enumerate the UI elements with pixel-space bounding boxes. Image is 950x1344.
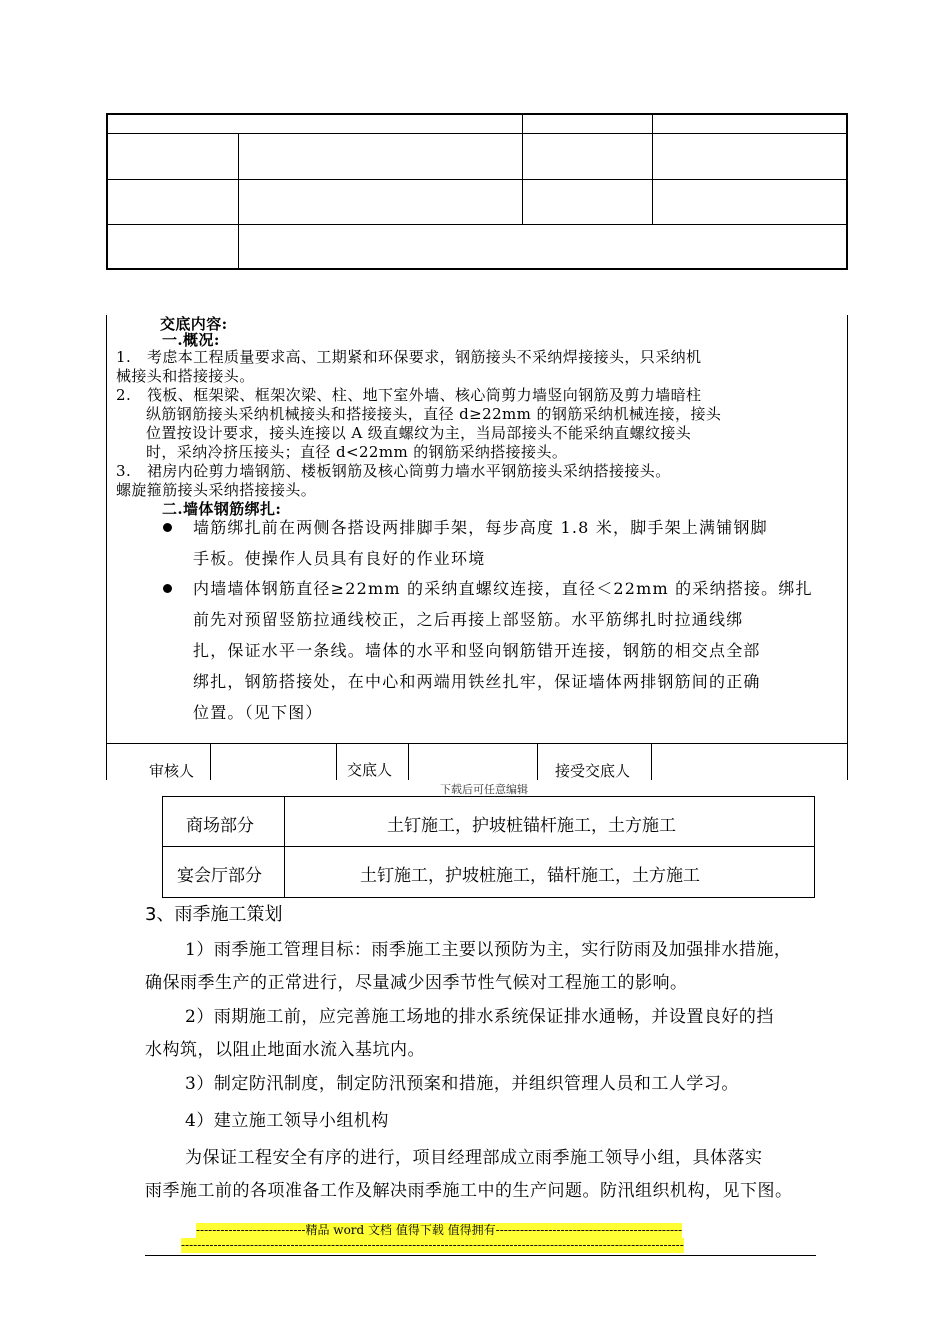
paragraph-line: 3）制定防汛制度，制定防汛预案和措施，并组织管理人员和工人学习。	[185, 1074, 739, 1094]
table-rule	[522, 113, 523, 224]
table-cell-part: 商场部分	[186, 816, 254, 836]
table-rule	[238, 133, 239, 270]
bullet-line: 位置。（见下图）	[193, 703, 323, 722]
section2-title: 二.墙体钢筋绑扎:	[162, 500, 282, 518]
signature-rule	[651, 743, 652, 780]
bullet-icon	[163, 523, 172, 532]
paragraph-line: 4）建立施工领导小组机构	[185, 1111, 389, 1131]
table-cell-work: 土钉施工，护坡桩锚杆施工，土方施工	[387, 816, 676, 836]
signature-rule	[336, 743, 337, 780]
bullet-line: 前先对预留竖筋拉通线校正，之后再接上部竖筋。水平筋绑扎时拉通线绑	[193, 610, 744, 629]
table-rule	[284, 796, 285, 898]
paragraph-line: 1）雨季施工管理目标：雨季施工主要以预防为主，实行防雨及加强排水措施，	[185, 940, 792, 960]
paragraph-line: 确保雨季生产的正常进行，尽量减少因季节性气候对工程施工的影响。	[145, 973, 688, 993]
paragraph-line: 2）雨期施工前，应完善施工场地的排水系统保证排水通畅，并设置良好的挡	[185, 1007, 774, 1027]
table-rule	[106, 133, 848, 134]
bullet-icon	[163, 584, 172, 593]
extra-line: 螺旋箍筋接头采纳搭接接头。	[116, 481, 317, 499]
footer-rule	[145, 1255, 816, 1256]
table-cell-part: 宴会厅部分	[177, 866, 262, 886]
table-rule	[162, 846, 815, 847]
paragraph-line: 为保证工程安全有序的进行，项目经理部成立雨季施工领导小组，具体落实	[185, 1148, 763, 1168]
content-label: 交底内容:	[160, 315, 228, 333]
bullet-line: 墙筋绑扎前在两侧各搭设两排脚手架，每步高度 1.8 米，脚手架上满铺钢脚	[193, 518, 768, 537]
item-number: 2.	[116, 386, 132, 404]
header-form-table	[106, 113, 848, 270]
signature-rule	[537, 743, 538, 780]
footer-banner-line: ---------------------------精品 word 文档 值得下载 值得拥有----------------------------------------------	[196, 1223, 683, 1237]
footer-banner-line: ----------------------------------------------------------------------------------------------------------------------------	[181, 1238, 684, 1252]
edit-note: 下载后可任意编辑	[440, 783, 528, 796]
item-line: 纵筋钢筋接头采纳机械接头和搭接接头，直径 d≥22mm 的钢筋采纳机械连接，接头	[146, 405, 722, 423]
section1-title: 一.概况:	[162, 331, 220, 349]
table-rule	[106, 224, 848, 225]
signature-rule	[210, 743, 211, 780]
receiver-label: 接受交底人	[555, 762, 631, 780]
table-cell-work: 土钉施工，护坡桩施工，锚杆施工，土方施工	[360, 866, 700, 886]
signature-rule	[106, 743, 848, 744]
item-number: 1.	[116, 348, 132, 366]
table-rule	[652, 113, 653, 224]
discloser-label: 交底人	[347, 761, 393, 779]
disclosure-border-right	[847, 315, 848, 780]
item-line: 械接头和搭接接头。	[116, 367, 255, 385]
bullet-line: 内墙墙体钢筋直径≥22mm 的采纳直螺纹连接，直径＜22mm 的采纳搭接。绑扎	[193, 579, 813, 598]
signature-rule	[408, 743, 409, 780]
item-line: 位置按设计要求，接头连接以 A 级直螺纹为主，当局部接头不能采纳直螺纹接头	[146, 424, 692, 442]
bullet-line: 手板。使操作人员具有良好的作业环境	[193, 549, 486, 568]
item-line: 筏板、框架梁、框架次梁、柱、地下室外墙、核心筒剪力墙竖向钢筋及剪力墙暗柱	[147, 386, 702, 404]
paragraph-line: 雨季施工前的各项准备工作及解决雨季施工中的生产问题。防汛组织机构，见下图。	[145, 1181, 793, 1201]
bullet-line: 绑扎，钢筋搭接处，在中心和两端用铁丝扎牢，保证墙体两排钢筋间的正确	[193, 672, 761, 691]
disclosure-border-left	[106, 315, 107, 780]
item-line: 裙房内砼剪力墙钢筋、楼板钢筋及核心筒剪力墙水平钢筋接头采纳搭接接头。	[147, 462, 671, 480]
section-heading: 3、雨季施工策划	[145, 904, 283, 925]
item-line: 考虑本工程质量要求高、工期紧和环保要求，钢筋接头不采纳焊接接头，只采纳机	[147, 348, 702, 366]
item-number: 3.	[116, 462, 132, 480]
reviewer-label: 审核人	[149, 762, 195, 780]
paragraph-line: 水构筑，以阻止地面水流入基坑内。	[145, 1040, 425, 1060]
bullet-line: 扎，保证水平一条线。墙体的水平和竖向钢筋错开连接，钢筋的相交点全部	[193, 641, 761, 660]
item-line: 时，采纳冷挤压接头；直径 d<22mm 的钢筋采纳搭接接头。	[146, 443, 568, 461]
table-rule	[106, 179, 848, 180]
